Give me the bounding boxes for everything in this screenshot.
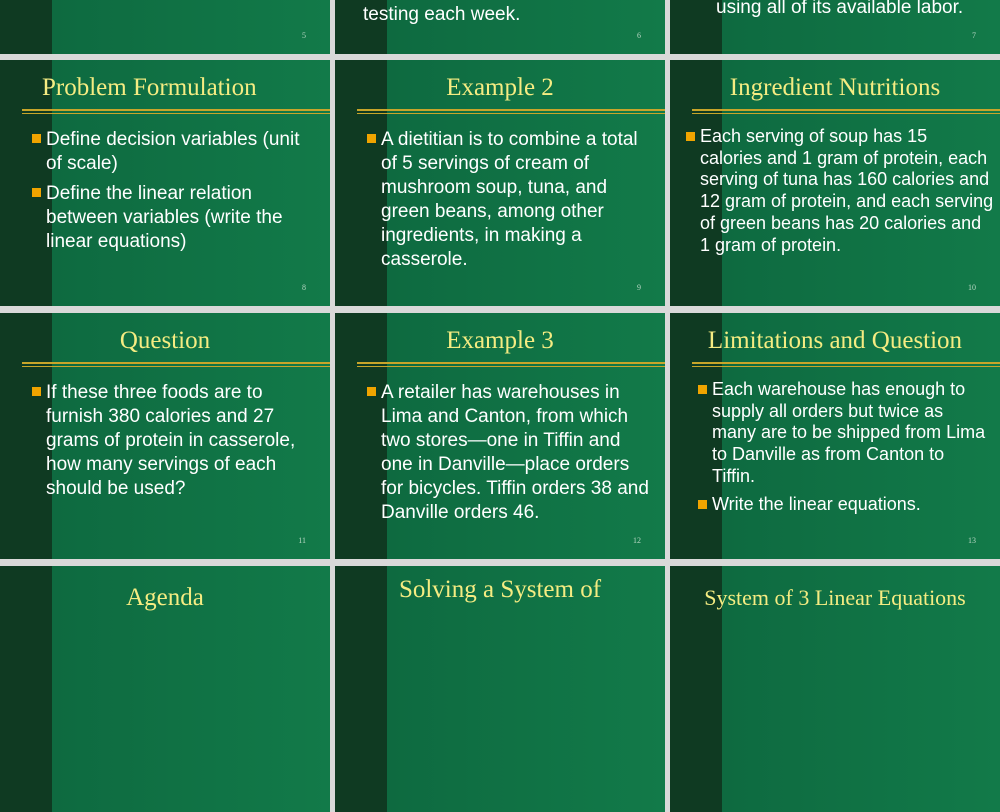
slide-page-number: 13 xyxy=(968,536,976,545)
slide-page-number: 5 xyxy=(302,31,306,40)
slide-thumbnail-12[interactable] xyxy=(335,313,665,559)
slide-text-fragment: using all of its available labor. xyxy=(716,0,964,18)
bullet-square-icon xyxy=(32,188,41,197)
slide-thumbnail-7[interactable] xyxy=(670,0,1000,54)
bullet-text: Each warehouse has enough to supply all orders but twice as many are to be shipped from Lima to Danville as from Canton to Tiffin. xyxy=(712,379,986,486)
bullet-square-icon xyxy=(367,387,376,396)
title-underline xyxy=(357,109,665,114)
slide-title: Problem Formulation xyxy=(42,74,257,101)
slide-title: Ingredient Nutritions xyxy=(729,74,941,101)
bullet-item xyxy=(30,381,322,501)
slide-body xyxy=(684,126,994,262)
bullet-item xyxy=(696,379,990,488)
slide-page-number: 7 xyxy=(972,31,976,40)
bullet-text: Each serving of soup has 15 calories and 1 gram of protein, each serving of tuna has 160 calories and 12 gram of protein, and each serving of green beans has 20 calories and 1 gram of protein. xyxy=(700,126,994,255)
bullet-text: Define the linear relation between variables (write the linear equations) xyxy=(46,183,283,252)
slide-title: Solving a System of xyxy=(398,576,602,603)
slide-thumbnail-14[interactable] xyxy=(0,566,330,812)
slide-thumbnail-6[interactable] xyxy=(335,0,665,54)
bullet-square-icon xyxy=(367,134,376,143)
slide-title: Limitations and Question xyxy=(707,327,963,354)
bullet-item xyxy=(30,128,318,176)
slide-body xyxy=(365,381,655,531)
bullet-text: A dietitian is to combine a total of 5 servings of cream of mushroom soup, tuna, and green beans, among other ingredients, in making a casserole. xyxy=(381,129,638,270)
bullet-item xyxy=(365,381,655,525)
bullet-square-icon xyxy=(698,385,707,394)
bullet-square-icon xyxy=(32,387,41,396)
slide-page-number: 8 xyxy=(302,283,306,292)
title-underline xyxy=(22,109,330,114)
bullet-item xyxy=(30,182,318,254)
bullet-text: Define decision variables (unit of scale) xyxy=(46,129,300,174)
slide-title: Agenda xyxy=(126,584,204,611)
bullet-item xyxy=(684,126,994,256)
slide-page-number: 11 xyxy=(298,536,306,545)
slide-body xyxy=(30,128,318,260)
bullet-square-icon xyxy=(32,134,41,143)
slide-title: Example 2 xyxy=(446,74,554,101)
bullet-item xyxy=(365,128,639,272)
title-underline xyxy=(357,362,665,367)
slide-page-number: 6 xyxy=(637,31,641,40)
title-underline xyxy=(692,109,1000,114)
title-underline xyxy=(692,362,1000,367)
slide-thumbnail-15[interactable] xyxy=(335,566,665,812)
slide-page-number: 12 xyxy=(633,536,641,545)
slide-page-number: 10 xyxy=(968,283,976,292)
slide-title: Example 3 xyxy=(446,327,554,354)
slide-page-number: 9 xyxy=(637,283,641,292)
slide-thumbnail-16[interactable] xyxy=(670,566,1000,812)
slide-body xyxy=(696,379,990,521)
slide-thumbnail-10[interactable] xyxy=(670,60,1000,306)
slide-title: System of 3 Linear Equations xyxy=(704,585,966,610)
slide-thumbnail-8[interactable] xyxy=(0,60,330,306)
title-underline xyxy=(22,362,330,367)
bullet-square-icon xyxy=(698,500,707,509)
slide-thumbnail-9[interactable] xyxy=(335,60,665,306)
bullet-text: If these three foods are to furnish 380 calories and 27 grams of protein in casserole, how many servings of each should be used? xyxy=(46,382,296,499)
slide-thumbnail-5[interactable] xyxy=(0,0,330,54)
slide-body xyxy=(30,381,322,507)
bullet-text: Write the linear equations. xyxy=(712,493,921,514)
slide-text-fragment: testing each week. xyxy=(363,4,521,25)
bullet-square-icon xyxy=(686,132,695,141)
slide-thumbnail-11[interactable] xyxy=(0,313,330,559)
slide-thumbnail-13[interactable] xyxy=(670,313,1000,559)
slide-title: Question xyxy=(119,327,211,354)
slide-body xyxy=(365,128,639,278)
bullet-text: A retailer has warehouses in Lima and Canton, from which two stores—one in Tiffin and one in Danville—place orders for bicycles. Tiffin orders 38 and Danville orders 46. xyxy=(381,382,649,523)
bullet-item xyxy=(696,494,990,516)
